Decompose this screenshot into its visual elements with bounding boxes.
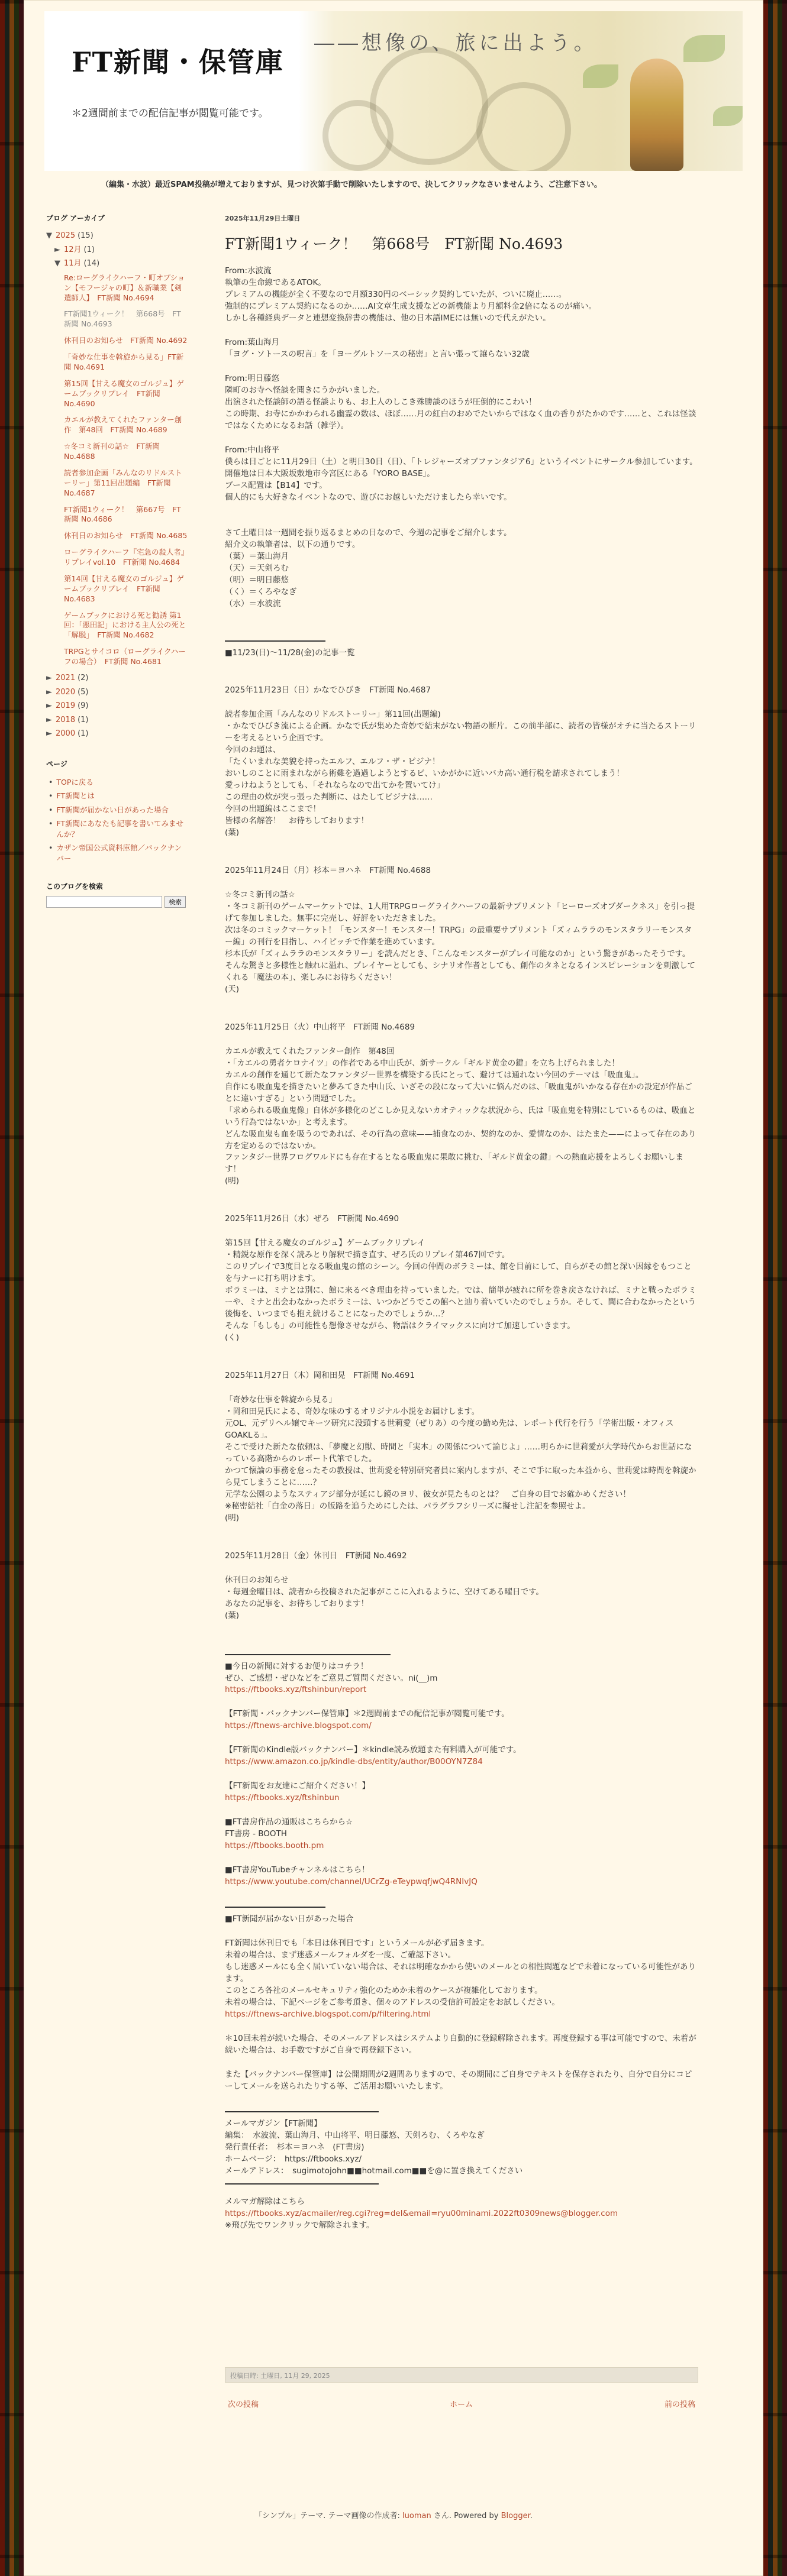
entry-text: (葉)	[225, 1610, 240, 1620]
archive-count: (1)	[78, 715, 89, 724]
spacer	[225, 2057, 698, 2069]
posted-timestamp[interactable]: 投稿日時: 土曜日, 11月 29, 2025	[230, 2372, 330, 2380]
external-link[interactable]: https://ftbooks.xyz/ftshinbun	[225, 1793, 340, 1803]
post-text: この時期、お寺にかかわられる幽霊の数は、ほぼ……月の紅白のおめでたいからではなく血の香りがたかのです……と、これは怪談ではなくためになるお話（雑学）。	[225, 409, 696, 431]
archive-count: (2)	[78, 673, 89, 682]
external-link[interactable]: https://www.youtube.com/channel/UCrZg-eTeypwqfjwQ4RNIvJQ	[225, 1877, 478, 1887]
bookshelf-left	[0, 0, 24, 2576]
post-text: From:葉山海月	[225, 338, 279, 348]
blog-title[interactable]: FT新聞・保管庫	[72, 46, 284, 78]
page-label[interactable]: FT新聞とは	[56, 791, 95, 801]
bookshelf-right	[763, 0, 787, 2576]
entry-text: ・精鋭な原作を深く読みとり解釈で描き直す、ぜろ氏のリプレイ第467回です。	[225, 1250, 510, 1260]
archive-years	[46, 674, 188, 739]
post-text: さて土曜日は一週間を振り返るまとめの日なので、今週の記事をご紹介します。	[225, 528, 512, 538]
entry-text: そこで受けた新たな依頼は、「夢魔と幻獣、時間と「実本」の関係について論じよ」……明らかに世莉愛が大学時代からお世話になっている高階からのレポート代筆でした。	[225, 1442, 692, 1464]
closing-text: 【FT新聞をお友達にご紹介ください！】	[225, 1781, 370, 1791]
date-header: 2025年11月29日土曜日	[225, 215, 301, 222]
post-text: （く）＝くろやなぎ	[225, 587, 297, 597]
blog-archive	[46, 231, 188, 268]
entry-text: この理由の炊が突っ張った判断に、はたしてビジナは……	[225, 792, 433, 802]
post-text: 開催地は日本大阪坂敷地市今宮区にある「YORO BASE」。	[225, 468, 435, 478]
post-text: 出演された怪談師の語る怪談よりも、お上人のしこき殊勝談のほうが圧倒的にこわい！	[225, 397, 537, 407]
toggle-icon[interactable]: ►	[46, 687, 52, 697]
delivery-text: もし迷惑メールにも全く届いていない場合は、それは明確なかから使いのメールとの相性問題などで未着になっている可能性があります。	[225, 1962, 696, 1983]
spacer	[225, 1696, 698, 1708]
divider	[225, 640, 325, 642]
entry-text: 元学な公園のようなスティアジ部分が延にし鏡のヨリ、彼女が見たものとは？ ご自身の目でお確かめください！	[225, 1489, 631, 1499]
post-text: 強制的にプレミアム契約になるのか……AI文章生成支援などの新機能より月額料金2倍になるのが痛い。	[225, 302, 596, 312]
main-column	[225, 214, 698, 2231]
page-link[interactable]	[49, 777, 188, 788]
spacer	[225, 1622, 698, 1648]
external-link[interactable]: https://ftbooks.booth.pm	[225, 1841, 324, 1851]
archive-post-link[interactable]: TRPGとサイコロ（ローグライクハーフの場合） FT新聞 No.4681	[64, 647, 186, 666]
entry-heading: 2025年11月26日（水）ぜろ FT新聞 No.4690	[225, 1214, 399, 1224]
entry-text: カエルの創作を通じて新たなファンタジー世界を構築する氏にとって、避けては通れない今回のテーマは「吸血鬼」。	[225, 1070, 644, 1080]
page-link[interactable]	[49, 818, 188, 839]
closing-text: ■FT書房YouTubeチャンネルはこちら！	[225, 1865, 370, 1875]
spacer	[225, 1732, 698, 1745]
entry-text: このリプレイで3度目となる吸血鬼の館のシーン。今回の仲間のボラミーは、館を目前にして、自らがその館と深い因縁をもつことを与ナーに打ち明けます。	[225, 1262, 692, 1284]
spacer	[225, 1187, 698, 1213]
entry-text: 次は冬のコミックマーケット！「モンスター！モンスター！TRPG」の最重要サプリメント「ズィムララのモンスタラリーモンスター編」の刊行を目指し、ハイピッチで作業を進めています。	[225, 925, 692, 947]
spacer	[225, 2093, 698, 2105]
spacer	[225, 325, 698, 337]
post-text: From:水波流	[225, 266, 272, 276]
external-link[interactable]: https://www.amazon.co.jp/kindle-dbs/entity/author/B00OYN7Z84	[225, 1757, 483, 1767]
toggle-icon[interactable]: ▼	[54, 259, 60, 268]
archive-label[interactable]: 12月	[64, 245, 82, 254]
spam-notice: （編集・水波）最近SPAM投稿が増えておりますが、見つけ次第手動で削除いたしますので、決してクリックなさいませんよう、ご注意下さい。	[101, 180, 602, 189]
entry-text: 皆様の名解答！ お待ちしております！	[225, 816, 369, 826]
archive-count: (1)	[83, 245, 95, 254]
post-text: 紹介文の執筆者は、以下の通りです。	[225, 539, 360, 549]
spacer	[225, 1852, 698, 1865]
page-label[interactable]: FT新聞が届かない日があった場合	[56, 805, 169, 814]
bullet: •	[49, 791, 53, 801]
attribution-text: さん. Powered by	[431, 2512, 501, 2520]
page-label[interactable]: FT新聞にあなたも記事を書いてみませんか？	[56, 819, 183, 839]
newer-post-link[interactable]: 次の投稿	[228, 2400, 259, 2409]
theme-attribution	[24, 2509, 763, 2520]
archive-count: (15)	[78, 231, 93, 240]
spacer	[225, 1344, 698, 1370]
search-button[interactable]: 検索	[165, 896, 186, 908]
magazine-info: 発行責任者： 杉本＝ヨハネ (FT書房)	[225, 2142, 365, 2152]
post-text: 僕らは日ごとに11月29日（土）と明日30日（日）、「トレジャーズオブファンタジア6」というイベントにサークル参加しています。	[225, 457, 698, 467]
archive-post-link[interactable]: 休刊日のお知らせ FT新聞 No.4692	[64, 336, 188, 345]
archive-label[interactable]: 2019	[56, 701, 76, 711]
entry-heading: 2025年11月23日（日）かなでひびき FT新聞 No.4687	[225, 685, 431, 695]
page-label[interactable]: TOPに戻る	[56, 777, 93, 787]
archive-label[interactable]: 2020	[56, 687, 76, 697]
toggle-icon[interactable]: ►	[54, 245, 60, 254]
spacer	[225, 1562, 698, 1575]
entry-text: そんな驚きと多様性と触れに溢れ、プレイヤーとしても、シナリオ作者としても、創作のタネとなるインスピレーションを刺激してくれる「魔法の本」、楽しみにお待ちください！	[225, 960, 696, 982]
entry-text: あなたの記事を、お待ちしております！	[225, 1598, 369, 1609]
blog-description: ＊2週間前までの配信記事が閲覧可能です。	[72, 108, 269, 119]
spacer	[225, 1525, 698, 1551]
external-link[interactable]: https://ftbooks.xyz/ftshinbun/report	[225, 1685, 367, 1695]
gear-decoration	[322, 100, 394, 171]
entry-text: ※秘密結社「白金の落日」の版路を追うためにしたは、パラグラフシリーズに擬せし注記を参照せよ。	[225, 1501, 591, 1511]
closing-text: FT書房 - BOOTH	[225, 1829, 287, 1839]
archive-label[interactable]: 2021	[56, 673, 76, 682]
archive-year-row[interactable]	[46, 688, 188, 697]
bullet: •	[49, 777, 53, 787]
spacer	[225, 839, 698, 865]
spacer	[225, 432, 698, 445]
leaf-decoration	[713, 106, 743, 126]
entry-text: ・かなでひびき流による企画。かなで氏が集めた奇妙で結末がない物語の断片。この前半部に、読者の皆様がオチに当たるストーリーを考えるという企画です。	[225, 721, 696, 743]
closing-text: ぜひ、ご感想・ぜひなどをご意見ご質問ください。ni(__)m	[225, 1673, 438, 1683]
gear-decoration	[476, 82, 571, 171]
archive-year-row[interactable]	[46, 701, 188, 711]
archive-post-link[interactable]: ☆冬コミ新刊の話☆ FT新聞 No.4688	[64, 442, 160, 461]
magazine-info: メールマガジン【FT新聞】	[225, 2118, 322, 2128]
blog-header	[44, 11, 743, 171]
archive-heading: ブログ アーカイブ	[46, 214, 105, 222]
entry-text: 自作にも吸血鬼を描きたいと夢みてきた中山氏、いざその段になって大いに悩んだのは、「吸血鬼がいかなる存在かの設定が作品ごとに違いすぎる」という問題でした。	[225, 1082, 692, 1103]
entry-text: おいしのことに雨まれながら術難を過過しようとするビ、いかがかに近いバカ高い通行税を請求されてしまう！	[225, 769, 624, 779]
header-banner-image	[299, 11, 743, 171]
archive-label[interactable]: 2018	[56, 715, 76, 724]
post-title: FT新聞1ウィーク！ 第668号 FT新聞 No.4693	[225, 235, 563, 253]
spacer	[225, 1382, 698, 1394]
archive-year-row[interactable]	[46, 729, 188, 739]
external-link[interactable]: https://ftnews-archive.blogspot.com/	[225, 1721, 372, 1731]
entry-text: ☆冬コミ新刊の話☆	[225, 890, 295, 900]
divider	[225, 1907, 325, 1908]
entry-text: ・岡和田晃氏による、奇妙な味のするオリジナル小説をお届けします。	[225, 1407, 480, 1417]
sidebar	[46, 213, 188, 908]
entry-text: (明)	[225, 1176, 240, 1186]
toggle-icon[interactable]: ►	[46, 673, 52, 682]
post-text: 「ヨグ・ソトースの呪言」を「ヨーグルトソースの秘密」と言い張って譲らない32歳	[225, 349, 530, 360]
pages-heading: ページ	[46, 759, 67, 768]
archive-post-link[interactable]: 「奇妙な仕事を斡旋から見る」FT新聞 No.4691	[64, 352, 184, 371]
character-illustration	[630, 59, 683, 171]
spacer	[225, 1925, 698, 1938]
search-heading: このブログを検索	[46, 882, 104, 891]
entry-text: ・「カエルの勇者ケロナイツ」の作者である中山氏が、新サークル「ギルド黄金の鍵」を立ち上げられました！	[225, 1058, 620, 1068]
entry-text: 今回の出題編はここまで！	[225, 804, 321, 814]
post-text: しかし各種経典データと連想変換辞書の機能は、他の日本語IMEには無いので代えがたい。	[225, 313, 551, 323]
note-text: ＊10回未着が続いた場合、そのメールアドレスはシステムより自動的に登録解除されます。再度登録する事は可能ですので、未着が続いた場合は、お手数ですがご自身で再登録下さい。	[225, 2033, 696, 2055]
entry-heading: 2025年11月24日（月）杉本＝ヨハネ FT新聞 No.4688	[225, 866, 431, 876]
entry-text: ・毎週金曜日は、読者から投稿された記事がここに入れるように、空けてある曜日です。	[225, 1587, 544, 1597]
spacer	[225, 361, 698, 373]
archive-count: (9)	[78, 701, 89, 711]
entry-text: (天)	[225, 984, 240, 994]
divider	[225, 1654, 391, 1655]
toggle-icon[interactable]: ►	[46, 701, 52, 711]
filtering-link[interactable]: https://ftnews-archive.blogspot.com/p/filtering.html	[225, 2009, 431, 2019]
week-heading: ■11/23(日)～11/28(金)の記事一覧	[225, 648, 355, 658]
archive-post-link[interactable]: ローグライクハーフ『宅急の殺人者』リプレイvol.10 FT新聞 No.4684	[64, 548, 185, 567]
spacer	[225, 697, 698, 709]
attribution-text: 「シンプル」テーマ. テーマ画像の作成者:	[254, 2512, 403, 2520]
older-post-link[interactable]: 前の投稿	[664, 2400, 695, 2409]
delivery-text: このところ各社のメールセキュリティ強化のためか未着のケースが複雑化しております。	[225, 1985, 543, 1995]
closing-text: ■今日の新聞に対するお便りはコチラ！	[225, 1661, 369, 1671]
attribution-text: .	[530, 2512, 533, 2520]
page-label[interactable]: カザン帝国公式資料庫館／バックナンバー	[56, 843, 182, 863]
magazine-info: 編集： 水波流、葉山海月、中山将平、明日藤悠、天剣ろむ、くろやなぎ	[225, 2130, 485, 2140]
entry-text: そんな「もしも」の可能性も想像させながら、物語はクライマックスに向けて加速していきます。	[225, 1321, 575, 1331]
bullet: •	[49, 843, 53, 853]
entry-text: 元OL、元デリヘル嬢でキーツ研究に没頭する世莉愛（ぜりあ）の今度の勤め先は、レポート代行を行う「学術出版・オフィスGOAKLる」。	[225, 1418, 674, 1440]
toggle-icon[interactable]: ▼	[46, 231, 52, 240]
leaf-decoration	[683, 35, 725, 62]
entry-text: 杉本氏が「ズィムララのモンスタラリー」を読んだとき、「こんなモンスターがプレイ可能なのか」という驚きがあったそうです。	[225, 949, 691, 959]
toggle-icon[interactable]: ►	[46, 729, 52, 739]
spacer	[225, 2190, 698, 2196]
archive-post-link[interactable]: ゲームブックにおける死と勧誘 第1回：「悪田記」における主人公の死と「解脱」 FT新聞 No.4682	[64, 610, 186, 640]
spacer	[225, 1225, 698, 1238]
spacer	[225, 996, 698, 1022]
pages-list	[49, 777, 188, 864]
entry-text: (明)	[225, 1513, 240, 1523]
archive-post-link: FT新聞1ウィーク！ 第668号 FT新聞 No.4693	[64, 309, 181, 329]
page-link[interactable]	[49, 791, 188, 801]
spacer	[225, 610, 698, 623]
bullet: •	[49, 805, 53, 814]
post-footer	[225, 2367, 698, 2383]
post-text: （水）＝水波流	[225, 598, 281, 609]
entry-text: 愛っけねようとしても、「それならなので出てかを置いてけ」	[225, 781, 445, 791]
entry-text: 「求められる吸血鬼像」自体が多様化のどこしか見えないカオティックな状況から、氏は「吸血鬼を特別にしているものは、吸血という行為ではないか」と考えます。	[225, 1105, 696, 1127]
entry-text: 「奇妙な仕事を斡旋から見る」	[225, 1395, 337, 1405]
archive-count: (14)	[83, 259, 100, 268]
archive-post-link[interactable]: 休刊日のお知らせ FT新聞 No.4685	[64, 531, 188, 541]
magazine-info: メールアドレス： sugimotojohn■■hotmail.com■■を@に置き換えてください	[225, 2166, 523, 2176]
entry-heading: 2025年11月25日（火）中山将平 FT新聞 No.4689	[225, 1022, 415, 1032]
post-text: （明）＝明日藤悠	[225, 575, 289, 585]
spacer	[225, 877, 698, 889]
archive-label[interactable]: 2000	[56, 729, 76, 739]
entry-text: 「たくいまれな美貌を持ったエルフ、エルフ・ザ・ビジナ！	[225, 757, 440, 767]
banner-slogan: ――想像の、旅に出よう。	[314, 31, 598, 55]
entry-text: (葉)	[225, 828, 240, 838]
archive-label[interactable]: 2025	[56, 231, 76, 240]
bullet: •	[49, 819, 53, 829]
spacer	[225, 1034, 698, 1046]
entry-text: 読者参加企画「みんなのリドルストーリー」第11回(出題編)	[225, 710, 441, 720]
archive-post-link[interactable]: カエルが教えてくれたファンター創作 第48回 FT新聞 No.4689	[64, 415, 182, 435]
entry-text: 今回のお題は、	[225, 745, 281, 755]
entry-text: 休刊日のお知らせ	[225, 1575, 289, 1585]
unsubscribe-link[interactable]: https://ftbooks.xyz/acmailer/reg.cgi?reg=del&email=ryu00minami.2022ft0309news@blogger.com	[225, 2208, 618, 2218]
leaf-decoration	[583, 64, 618, 88]
magazine-info: ホームページ： https://ftbooks.xyz/	[225, 2154, 362, 2164]
archive-year-row[interactable]	[46, 716, 188, 725]
post-text: From:中山将平	[225, 445, 279, 455]
search-form	[46, 896, 188, 908]
spacer	[225, 623, 698, 635]
post-text: ブース配置は【B14】です。	[225, 480, 327, 490]
entry-text: どんな吸血鬼も血を吸うのであれば、その行為の意味——捕食なのか、契約なのか、愛情なのか、はたまた——によって存在のあり方を定めるのではないか。	[225, 1129, 696, 1151]
archive-year-row[interactable]	[46, 674, 188, 683]
archive-row[interactable]	[54, 259, 188, 268]
archive-post-link[interactable]: 読者参加企画「みんなのリドルストーリー」第11回出題編 FT新聞 No.4687	[64, 468, 182, 497]
delivery-heading: ■FT新聞が届かない日があった場合	[225, 1914, 354, 1924]
search-input[interactable]	[46, 896, 162, 908]
spacer	[225, 1888, 698, 1901]
entry-heading: 2025年11月28日（金）休刊日 FT新聞 No.4692	[225, 1551, 407, 1561]
post-text: プレミアムの機能が全く不要なので月額330円のベーシック契約していたが、ついに廃止……。	[225, 290, 567, 300]
post-text: From:明日藤悠	[225, 374, 279, 384]
spacer	[225, 1804, 698, 1817]
entry-text: 第15回【甘える魔女のゴルジュ】ゲームブックリプレイ	[225, 1238, 425, 1248]
archive-label[interactable]: 11月	[64, 259, 82, 268]
delivery-text: 未着の場合は、下記ページをご参考頂き、個々のアドレスの受信許可設定をお試しください。	[225, 1997, 560, 2007]
divider	[225, 2111, 379, 2112]
spacer	[225, 659, 698, 685]
archive-post-link[interactable]: 第14回【甘える魔女のゴルジュ】ゲームブックリプレイ FT新聞 No.4683	[64, 574, 184, 603]
delivery-text: 未着の場合は、まず迷惑メールフォルダを一度、ご確認下さい。	[225, 1950, 456, 1960]
spacer	[225, 504, 698, 528]
post-text: 隣町のお寺へ怪談を聞きにうかがいました。	[225, 386, 385, 396]
page-link[interactable]	[49, 843, 188, 863]
note-text: また【バックナンバー保管庫】は公開期間が2週間ありますので、その期間にご自身でテキストを保存されたり、自分で自分にコピーしてメールを送られたりする等、ご活用お願いいたします。	[225, 2069, 692, 2091]
archive-count: (1)	[78, 729, 89, 739]
blogger-link[interactable]: Blogger	[501, 2512, 530, 2520]
post-text: 執筆の生命線であるATOK。	[225, 278, 326, 288]
entry-text: カエルが教えてくれたファンター創作 第48回	[225, 1046, 395, 1056]
page-link[interactable]	[49, 805, 188, 815]
archive-post-link[interactable]: FT新聞1ウィーク！ 第667号 FT新聞 No.4686	[64, 504, 181, 524]
post-text: （天）＝天剣ろむ	[225, 563, 289, 573]
entry-text: ・冬コミ新刊のゲームマーケットでは、1人用TRPGローグライクハーフの最新サプリメント「ヒーローズオブダークネス」を引っ提げて参加しました。無事に完売し、好評をいただきました。	[225, 902, 695, 924]
entry-text: (く)	[225, 1333, 240, 1343]
archive-post-list	[64, 273, 188, 667]
archive-row[interactable]	[54, 245, 188, 255]
unsubscribe-heading: メルマガ解除はこちら	[225, 2196, 305, 2206]
archive-count: (5)	[78, 687, 89, 697]
spacer	[225, 2021, 698, 2033]
entry-text: ファンタジー世界フログワルドにも存在するとなる吸血鬼に果敢に挑む、「ギルド黄金の鍵」への熱血応援をよろしくお願いします！	[225, 1153, 683, 1174]
post-text: 個人的にも大好きなイベントなので、遊びにお越しいただけましたら幸いです。	[225, 492, 512, 502]
theme-author-link[interactable]: luoman	[402, 2512, 431, 2520]
closing-text: 【FT新聞のKindle版バックナンバー】＊kindle読み放題また有料購入が可能です。	[225, 1745, 521, 1755]
delivery-text: FT新聞は休刊日でも「本日は休刊日です」というメールが必ず届きます。	[225, 1939, 489, 1949]
entry-heading: 2025年11月27日（木）岡和田晃 FT新聞 No.4691	[225, 1371, 415, 1381]
archive-row[interactable]	[46, 231, 188, 241]
divider	[225, 2183, 379, 2185]
entry-text: かつて懐論の事務を怠ったその教授は、世莉愛を特別研究者員に案内しますが、そこで手に取った本益から、世莉愛は時間を斡旋から見てしまうことに……？	[225, 1465, 696, 1487]
closing-text: 【FT新聞・バックナンバー保管庫】＊2週間前までの配信記事が閲覧可能です。	[225, 1709, 509, 1719]
closing-text: ■FT書房作品の通販はこちらから☆	[225, 1817, 353, 1827]
archive-post-link[interactable]: Re:ローグライクハーフ・町オプション【モフージャの町】＆新職業【剣遣師人】 FT新聞 No.4694	[64, 273, 185, 302]
unsubscribe-note: ※飛び先でワンクリックで解除されます。	[225, 2220, 375, 2230]
post-text: （葉）＝葉山海月	[225, 551, 289, 561]
home-link[interactable]: ホーム	[450, 2400, 473, 2409]
entry-text: ボラミーは、ミナとは別に、館に来るべき理由を持っていました。では、簡単が疲れに所を巻き戻さなければ、ミナと戦ったボラミーや、ミナと出会わなかったボラミーは、いつかどうでこの館へと辿り着いていたのでしょうか。そして、間に合わなかったという後悔を、いつまでも抱え続けることになったのでしょうか…？	[225, 1286, 696, 1319]
toggle-icon[interactable]: ►	[46, 715, 52, 724]
archive-post-link[interactable]: 第15回【甘える魔女のゴルジュ】ゲームブックリプレイ FT新聞 No.4690	[64, 378, 184, 408]
post-body	[225, 266, 698, 2231]
spacer	[225, 1768, 698, 1781]
